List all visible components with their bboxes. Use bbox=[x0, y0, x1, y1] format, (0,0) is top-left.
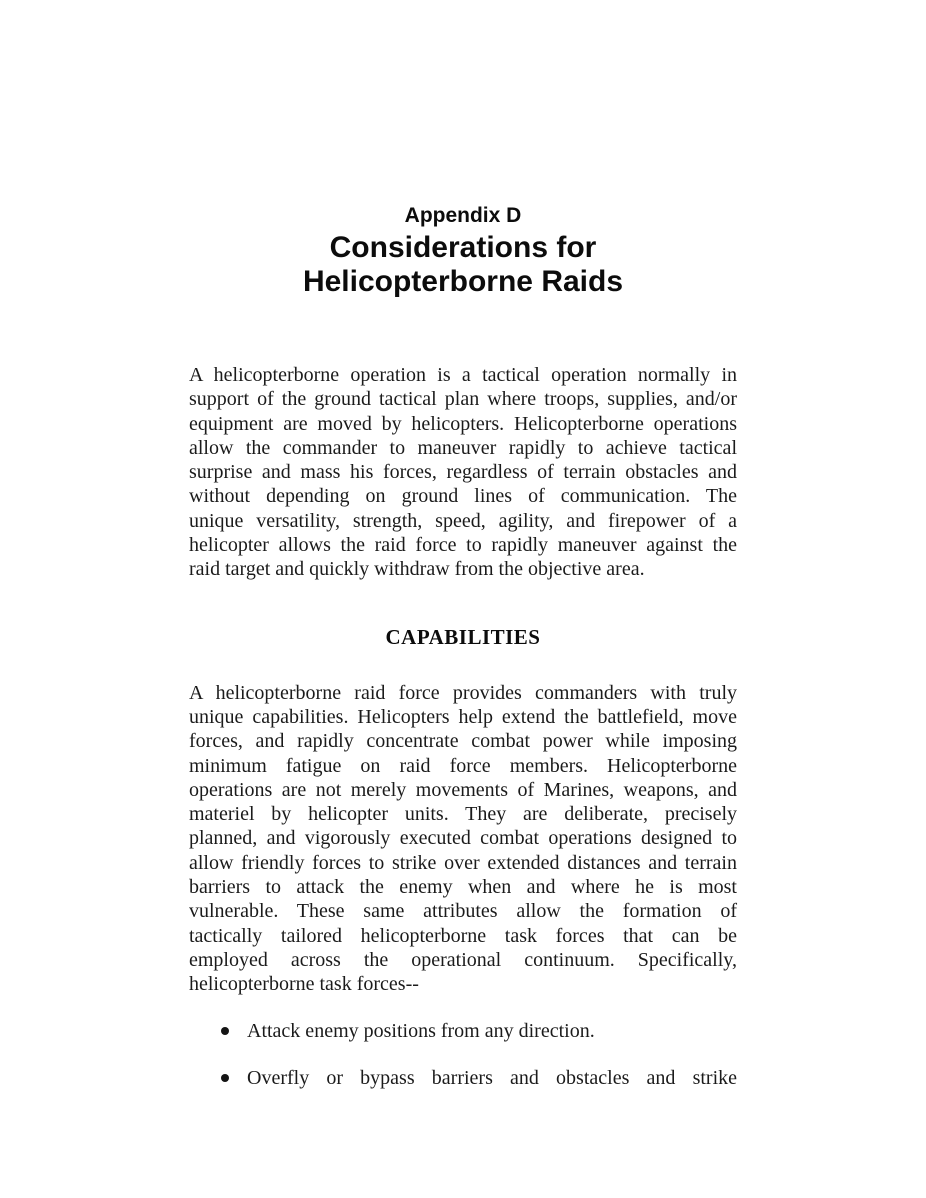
text-line: raid target and quickly withdraw from the objective area. bbox=[189, 558, 645, 581]
bullet-text-attack: Attack enemy positions from any direction. bbox=[247, 1019, 595, 1042]
page-title-line-1: Considerations for bbox=[329, 231, 597, 264]
text-line: A helicopterborne operation is a tactical operation normally in bbox=[189, 364, 737, 386]
text-line: surprise and mass his forces, regardless of terrain obstacles and bbox=[189, 461, 737, 484]
capabilities-heading: CAPABILITIES bbox=[385, 624, 541, 649]
text-line: allow the commander to maneuver rapidly to achieve tactical bbox=[189, 436, 737, 459]
page-title bbox=[189, 231, 737, 299]
text-line: tactically tailored helicopterborne task forces that can be bbox=[189, 924, 737, 947]
text-line: equipment are moved by helicopters. Helicopterborne operations bbox=[189, 412, 737, 435]
appendix-label: Appendix D bbox=[404, 204, 522, 227]
bullet-item-attack bbox=[189, 1019, 737, 1043]
capabilities-paragraph bbox=[189, 681, 737, 997]
text-line: operations are not merely movements of Marines, weapons, and bbox=[189, 778, 737, 801]
bullet-icon bbox=[221, 1019, 247, 1043]
text-line: support of the ground tactical plan where troops, supplies, and/or bbox=[189, 388, 737, 411]
bullet-icon bbox=[221, 1066, 247, 1090]
text-line: A helicopterborne raid force provides commanders with truly bbox=[189, 681, 737, 704]
bullet-text-overfly: Overfly or bypass barriers and obstacles and strike bbox=[247, 1066, 737, 1089]
text-line: helicopter allows the raid force to rapidly maneuver against the bbox=[189, 534, 737, 557]
intro-paragraph bbox=[189, 363, 737, 582]
text-line: planned, and vigorously executed combat operations designed to bbox=[189, 827, 737, 850]
bullet-dot-icon bbox=[221, 1027, 229, 1035]
text-line: allow friendly forces to strike over extended distances and terrain bbox=[189, 851, 737, 874]
text-line: helicopterborne task forces-- bbox=[189, 973, 419, 996]
bullet-dot-icon bbox=[221, 1074, 229, 1082]
text-line: vulnerable. These same attributes allow the formation of bbox=[189, 900, 737, 923]
text-line: employed across the operational continuum. Specifically, bbox=[189, 948, 737, 971]
text-line: forces, and rapidly concentrate combat power while imposing bbox=[189, 730, 737, 753]
text-line: unique capabilities. Helicopters help extend the battlefield, move bbox=[189, 705, 737, 728]
page-title-line-2: Helicopterborne Raids bbox=[302, 265, 624, 298]
text-line: minimum fatigue on raid force members. Helicopterborne bbox=[189, 754, 737, 777]
text-line: materiel by helicopter units. They are deliberate, precisely bbox=[189, 803, 737, 826]
text-line: without depending on ground lines of communication. The bbox=[189, 485, 737, 508]
page-content bbox=[189, 0, 737, 1090]
text-line: unique versatility, strength, speed, agility, and firepower of a bbox=[189, 509, 737, 532]
text-line: barriers to attack the enemy when and where he is most bbox=[189, 876, 737, 899]
bullet-item-overfly bbox=[189, 1066, 737, 1090]
